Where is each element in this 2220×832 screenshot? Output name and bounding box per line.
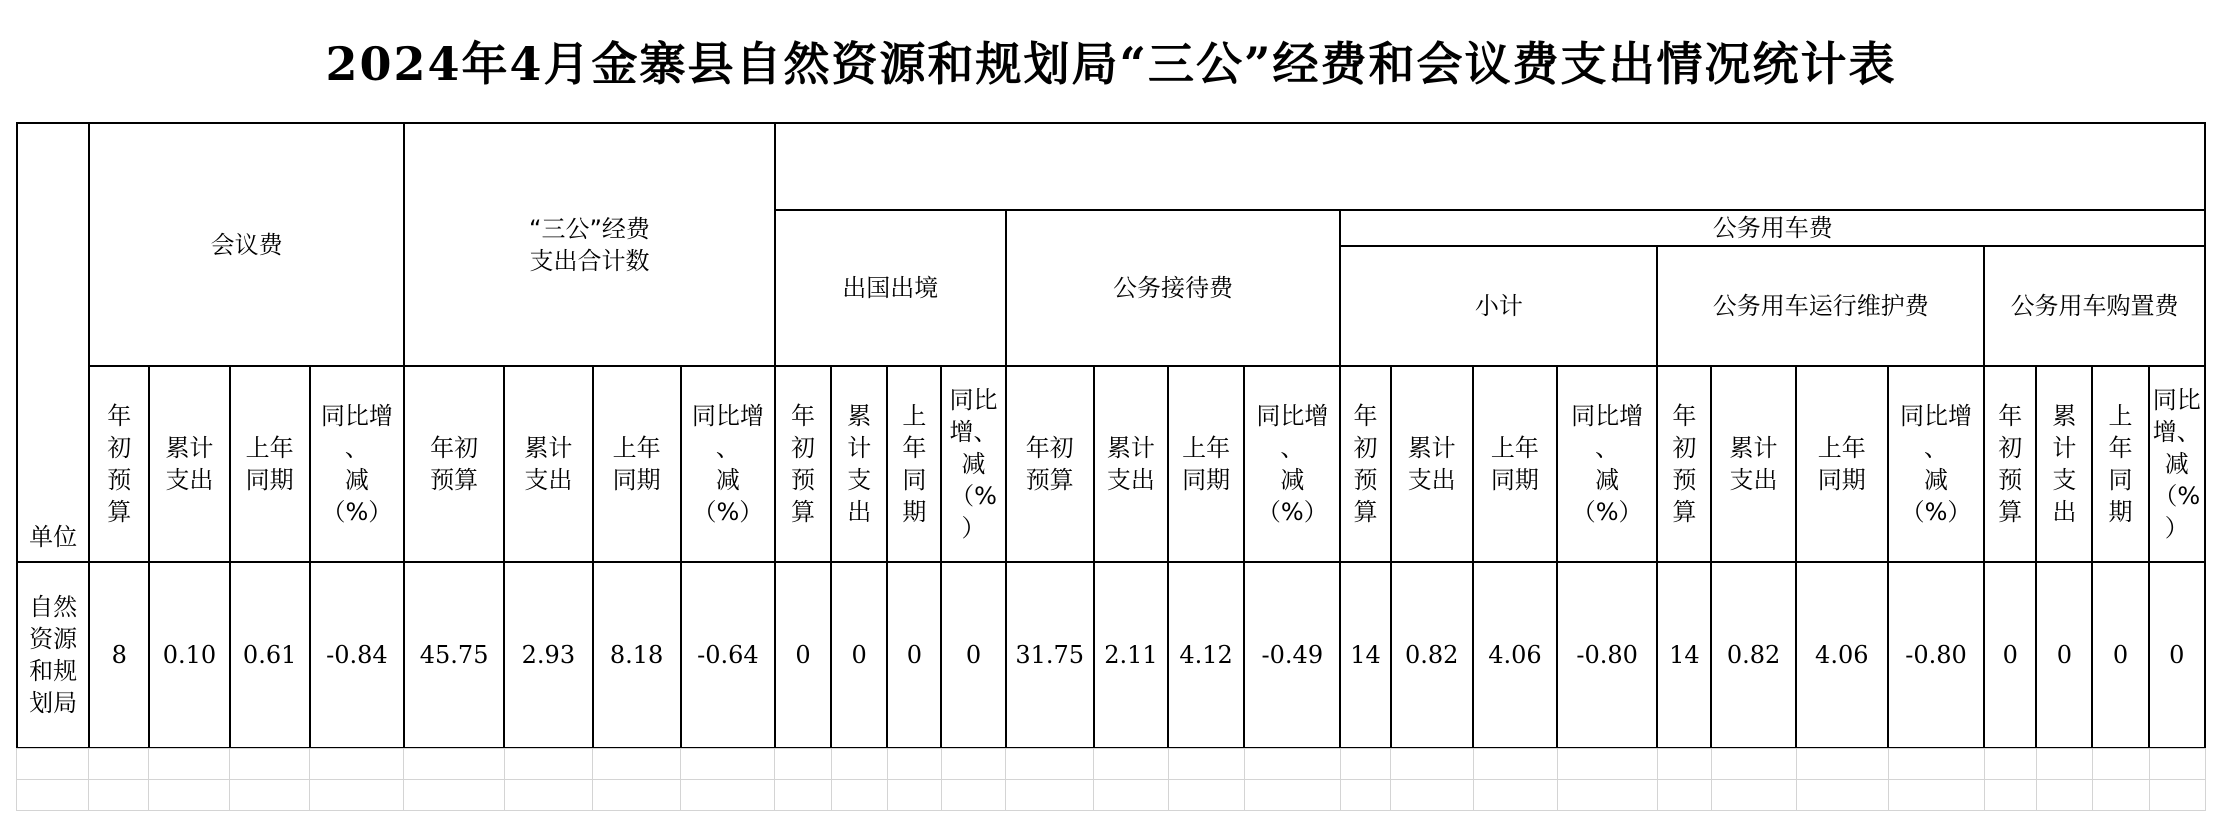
meeting-lastyear-cell: 0.61	[230, 562, 310, 748]
abroad-budget-cell: 0	[775, 562, 831, 748]
abroad-spent-header: 累 计 支 出	[831, 366, 887, 562]
meeting-lastyear-header: 上年 同期	[230, 366, 310, 562]
sangong-lastyear-cell: 8.18	[593, 562, 681, 748]
subtotal-budget-cell: 14	[1340, 562, 1390, 748]
reception-change-header: 同比增 、 减 （%）	[1244, 366, 1340, 562]
sangong-spent-header: 累计 支出	[504, 366, 592, 562]
maintenance-spent-cell: 0.82	[1711, 562, 1795, 748]
meeting-spent-header: 累计 支出	[149, 366, 229, 562]
subtotal-change-cell: -0.80	[1557, 562, 1657, 748]
vehicle-purchase-header: 公务用车购置费	[1984, 246, 2205, 366]
subtotal-change-header: 同比增 、 减 （%）	[1557, 366, 1657, 562]
maintenance-lastyear-header: 上年 同期	[1796, 366, 1888, 562]
purchase-budget-header: 年 初 预 算	[1984, 366, 2036, 562]
meeting-change-header: 同比增 、 减 （%）	[310, 366, 404, 562]
purchase-change-cell: 0	[2149, 562, 2205, 748]
subtotal-spent-header: 累计 支出	[1391, 366, 1473, 562]
reception-header: 公务接待费	[1006, 210, 1341, 366]
reception-change-cell: -0.49	[1244, 562, 1340, 748]
meeting-budget-header: 年 初 预 算	[89, 366, 149, 562]
purchase-lastyear-cell: 0	[2092, 562, 2148, 748]
purchase-lastyear-header: 上 年 同 期	[2092, 366, 2148, 562]
vehicle-maintenance-header: 公务用车运行维护费	[1657, 246, 1984, 366]
statistics-sheet	[16, 0, 2206, 717]
maintenance-change-header: 同比增 、 减 （%）	[1888, 366, 1984, 562]
reception-spent-header: 累计 支出	[1094, 366, 1168, 562]
abroad-header: 出国出境	[775, 210, 1006, 366]
sangong-budget-cell: 45.75	[404, 562, 504, 748]
meeting-spent-cell: 0.10	[149, 562, 229, 748]
sangong-budget-header: 年初 预算	[404, 366, 504, 562]
reception-budget-cell: 31.75	[1006, 562, 1094, 748]
purchase-budget-cell: 0	[1984, 562, 2036, 748]
sangong-spent-cell: 2.93	[504, 562, 592, 748]
meeting-change-cell: -0.84	[310, 562, 404, 748]
table-row	[17, 562, 2205, 748]
page-title: 2024年4月金寨县自然资源和规划局“三公”经费和会议费支出情况统计表	[325, 37, 1897, 91]
vehicle-subtotal-header: 小计	[1340, 246, 1657, 366]
sangong-change-cell: -0.64	[681, 562, 775, 748]
maintenance-change-cell: -0.80	[1888, 562, 1984, 748]
abroad-change-header: 同比 增、减 （% ）	[941, 366, 1005, 562]
meeting-header: 会议费	[89, 123, 404, 366]
abroad-change-cell: 0	[941, 562, 1005, 748]
unit-name-cell: 自然 资源 和规 划局	[17, 562, 89, 748]
unit-header: 单位	[17, 123, 89, 562]
maintenance-spent-header: 累计 支出	[1711, 366, 1795, 562]
sangong-change-header: 同比增 、 减 （%）	[681, 366, 775, 562]
sangong-lastyear-header: 上年 同期	[593, 366, 681, 562]
abroad-lastyear-cell: 0	[887, 562, 941, 748]
purchase-spent-cell: 0	[2036, 562, 2092, 748]
reception-lastyear-header: 上年 同期	[1168, 366, 1244, 562]
meeting-budget-cell: 8	[89, 562, 149, 748]
abroad-lastyear-header: 上 年 同 期	[887, 366, 941, 562]
reception-budget-header: 年初 预算	[1006, 366, 1094, 562]
maintenance-lastyear-cell: 4.06	[1796, 562, 1888, 748]
maintenance-budget-cell: 14	[1657, 562, 1711, 748]
subtotal-lastyear-header: 上年 同期	[1473, 366, 1557, 562]
subtotal-spent-cell: 0.82	[1391, 562, 1473, 748]
purchase-spent-header: 累 计 支 出	[2036, 366, 2092, 562]
sangong-total-header: “三公”经费 支出合计数	[404, 123, 775, 366]
abroad-budget-header: 年 初 预 算	[775, 366, 831, 562]
maintenance-budget-header: 年 初 预 算	[1657, 366, 1711, 562]
header-blank-cell	[775, 123, 2205, 210]
vehicle-header: 公务用车费	[1340, 210, 2205, 246]
empty-gridlines	[16, 748, 2206, 811]
statistics-table	[16, 122, 2206, 749]
reception-spent-cell: 2.11	[1094, 562, 1168, 748]
abroad-spent-cell: 0	[831, 562, 887, 748]
subtotal-budget-header: 年 初 预 算	[1340, 366, 1390, 562]
subtotal-lastyear-cell: 4.06	[1473, 562, 1557, 748]
reception-lastyear-cell: 4.12	[1168, 562, 1244, 748]
purchase-change-header: 同比 增、 减 （% ）	[2149, 366, 2205, 562]
